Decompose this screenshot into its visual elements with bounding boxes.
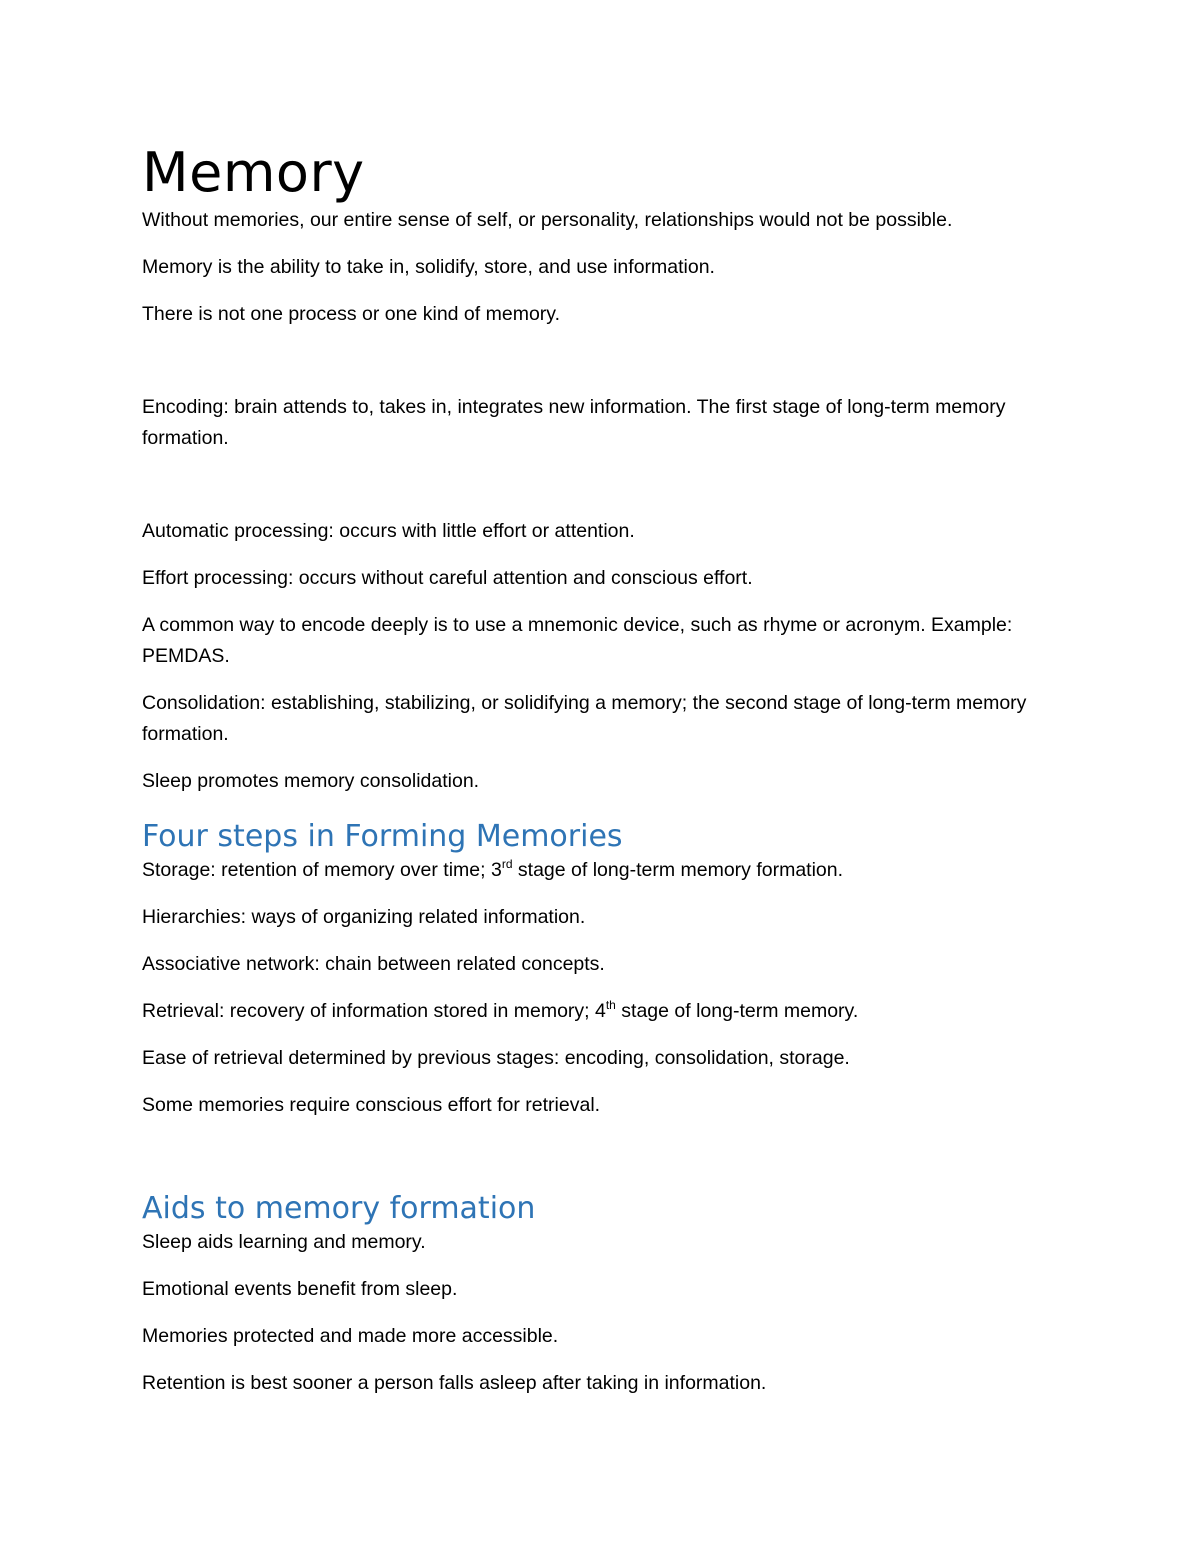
document-body bbox=[142, 140, 1062, 1399]
paragraph: Emotional events benefit from sleep. bbox=[142, 1278, 458, 1300]
paragraph-storage bbox=[142, 855, 1062, 886]
retrieval-text: Retrieval: recovery of information stored in memory; 4 bbox=[142, 1000, 606, 1022]
paragraph: A common way to encode deeply is to use a mnemonic device, such as rhyme or acronym. Example: PEMDAS. bbox=[142, 614, 1013, 667]
section-heading: Four steps in Forming Memories bbox=[142, 819, 623, 854]
paragraph: There is not one process or one kind of memory. bbox=[142, 303, 561, 325]
paragraph: Associative network: chain between related concepts. bbox=[142, 953, 605, 975]
retrieval-text-end: stage of long-term memory. bbox=[615, 1000, 859, 1022]
paragraph-encoding: Encoding: brain attends to, takes in, integrates new information. The first stage of long-term memory formation. bbox=[142, 396, 1006, 449]
paragraph: Some memories require conscious effort for retrieval. bbox=[142, 1094, 601, 1116]
storage-superscript: rd bbox=[501, 856, 513, 871]
paragraph: Consolidation: establishing, stabilizing, or solidifying a memory; the second stage of long-term memory formation. bbox=[142, 692, 1027, 745]
section-heading: Aids to memory formation bbox=[142, 1191, 536, 1226]
storage-text: Storage: retention of memory over time; 3 bbox=[142, 859, 502, 881]
paragraph: Retention is best sooner a person falls asleep after taking in information. bbox=[142, 1372, 767, 1394]
retrieval-superscript: th bbox=[605, 997, 616, 1012]
page-title: Memory bbox=[142, 141, 365, 204]
paragraph: Memories protected and made more accessible. bbox=[142, 1325, 559, 1347]
paragraph: Hierarchies: ways of organizing related information. bbox=[142, 906, 586, 928]
paragraph: Automatic processing: occurs with little effort or attention. bbox=[142, 520, 635, 542]
paragraph: Memory is the ability to take in, solidify, store, and use information. bbox=[142, 256, 715, 278]
storage-text-end: stage of long-term memory formation. bbox=[512, 859, 844, 881]
paragraph-retrieval bbox=[142, 996, 1062, 1027]
paragraph: Sleep aids learning and memory. bbox=[142, 1231, 426, 1253]
paragraph: Effort processing: occurs without careful attention and conscious effort. bbox=[142, 567, 753, 589]
paragraph: Sleep promotes memory consolidation. bbox=[142, 770, 480, 792]
paragraph: Ease of retrieval determined by previous stages: encoding, consolidation, storage. bbox=[142, 1047, 850, 1069]
paragraph: Without memories, our entire sense of self, or personality, relationships would not be possible. bbox=[142, 209, 953, 231]
